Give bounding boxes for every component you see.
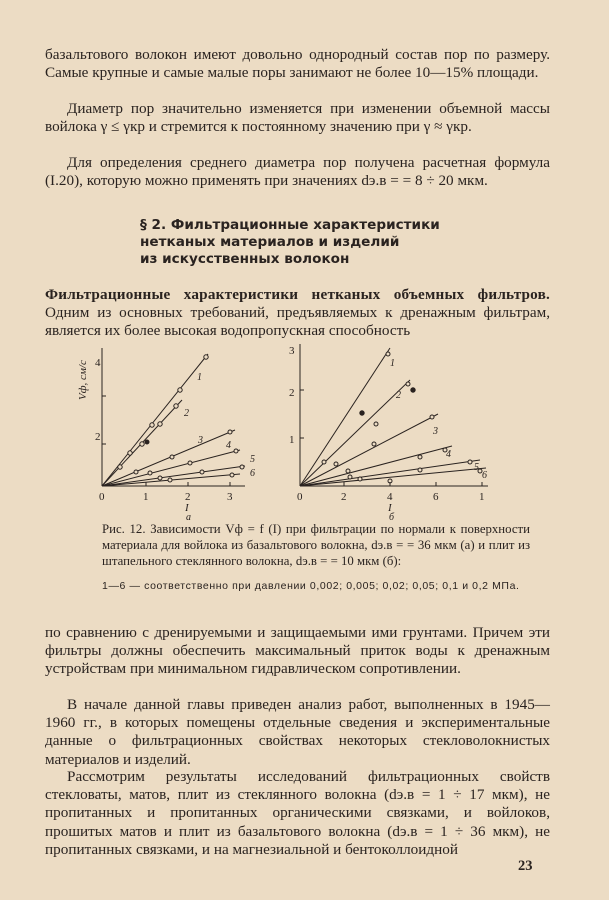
section-heading-line-2: нетканых материалов и изделий [140, 234, 400, 250]
graph-a [102, 348, 245, 486]
graph-b-curve-1: 1 [390, 358, 395, 369]
graph-a-xtick-0: 0 [99, 491, 105, 503]
paragraph-6: В начале данной главы приведен анализ работ, выполненных в 1945—1960 гг., в которых помещены отдельные сведения и экспериментальные данные о фильтрационных свойствах некоторых стекловолокнистых материалов и изделий. [45, 696, 550, 768]
figure-12-graphs [77, 340, 510, 523]
graph-b-curve-6: 6 [482, 470, 487, 481]
section-heading [140, 217, 460, 268]
graph-b-line-2 [300, 380, 410, 486]
graph-a-line-5 [102, 466, 245, 486]
graph-b-xtick-0: 0 [297, 491, 303, 503]
graph-b-xtick-6: 6 [433, 491, 439, 503]
paragraph-5: по сравнению с дренируемыми и защищаемыми ими грунтами. Причем эти фильтры должны обеспечить максимальный приток воды к дренажным устройствам при минимальном гидравлическом сопротивлении. [45, 624, 550, 678]
graph-a-curve-1: 1 [197, 372, 202, 383]
graph-b-line-6 [300, 468, 486, 486]
figure-12 [77, 340, 510, 523]
graph-a-curve-6: 6 [250, 468, 255, 479]
graph-a-curve-3: 3 [198, 435, 203, 446]
graph-b-xtick-2: 2 [341, 491, 347, 503]
graph-b-line-1 [300, 348, 390, 486]
paragraph-1: базальтового волокон имеют довольно однородный состав пор по размеру. Самые крупные и самые малые поры занимают не более 10—15% площади. [45, 46, 550, 82]
graph-b-ytick-1: 1 [289, 434, 295, 446]
graph-b-curve-2: 2 [396, 390, 401, 401]
graph-b-filled-point-2 [411, 388, 415, 392]
figure-caption: Рис. 12. Зависимости Vф = f (I) при фильтрации по нормали к поверхности материала для войлока из базальтового волокна, dэ.в = = 36 мкм (а) и плит из штапельного стеклянного волокна, dэ.в = = 10 мкм (б): [102, 522, 530, 568]
graph-a-curve-4: 4 [226, 440, 231, 451]
graph-b-xtick-8: 1 [479, 491, 485, 503]
graph-a-ylabel: Vф, см/с [77, 360, 89, 400]
graph-b-ytick-3: 3 [289, 345, 295, 357]
paragraph-4-rest: Одним из основных требований, предъявляемых к дренажным фильтрам, является их более высокая водопропускная способность [45, 304, 550, 340]
page-number: 23 [518, 858, 533, 874]
graph-b-curve-5: 5 [474, 462, 479, 473]
graph-a-filled-point [145, 440, 149, 444]
graph-a-points [118, 355, 244, 482]
graph-a-sublabel: а [186, 512, 191, 523]
paragraph-2: Диаметр пор значительно изменяется при изменении объемной массы войлока γ ≤ γкр и стремится к постоянному значению при γ ≈ γкр. [45, 100, 550, 136]
graph-a-line-3 [102, 430, 235, 486]
graph-a-xtick-1: 1 [143, 491, 149, 503]
graph-b-line-4 [300, 446, 452, 486]
graph-b-line-3 [300, 414, 438, 486]
paragraph-3: Для определения среднего диаметра пор получена расчетная формула (I.20), которую можно применять при значениях dэ.в = = 8 ÷ 20 мкм. [45, 154, 550, 190]
graph-a-xtick-2: 2 [185, 491, 191, 503]
graph-a-ytick-2: 2 [95, 431, 101, 443]
graph-b-xtick-4: 4 [387, 491, 393, 503]
graph-b-sublabel: б [389, 512, 395, 523]
graph-a-curve-5: 5 [250, 454, 255, 465]
paragraph-4 [45, 286, 550, 341]
graph-a-curve-2: 2 [184, 408, 189, 419]
section-heading-line-3: из искусственных волокон [140, 251, 350, 267]
graph-a-ytick-4: 4 [95, 357, 101, 369]
figure-legend: 1—6 — соответственно при давлении 0,002; 0,005; 0,02; 0,05; 0,1 и 0,2 МПа. [102, 580, 520, 592]
paragraph-7: Рассмотрим результаты исследований фильтрационных свойств стекловаты, матов, плит из стеклянного волокна (dэ.в = 1 ÷ 17 мкм), не пропитанных и пропитанных органическими связками, и войлоков, прошитых матов и плит из базальтового волокна (dэ.в = 1 ÷ 36 мкм), не пропитанных связками, и на магнезиальной и бентоколлоидной [45, 768, 550, 858]
graph-b-filled-point-1 [360, 411, 364, 415]
graph-b-xlabel: I [388, 502, 392, 514]
graph-b-ytick-2: 2 [289, 387, 295, 399]
graph-a-xlabel: I [185, 502, 189, 514]
section-heading-line-1: § 2. Фильтрационные характеристики [140, 217, 440, 233]
graph-b-curve-4: 4 [446, 449, 451, 460]
graph-b-curve-3: 3 [433, 426, 438, 437]
paragraph-4-lead: Фильтрационные характеристики нетканых объемных фильтров. [45, 286, 550, 303]
graph-a-xtick-3: 3 [227, 491, 233, 503]
